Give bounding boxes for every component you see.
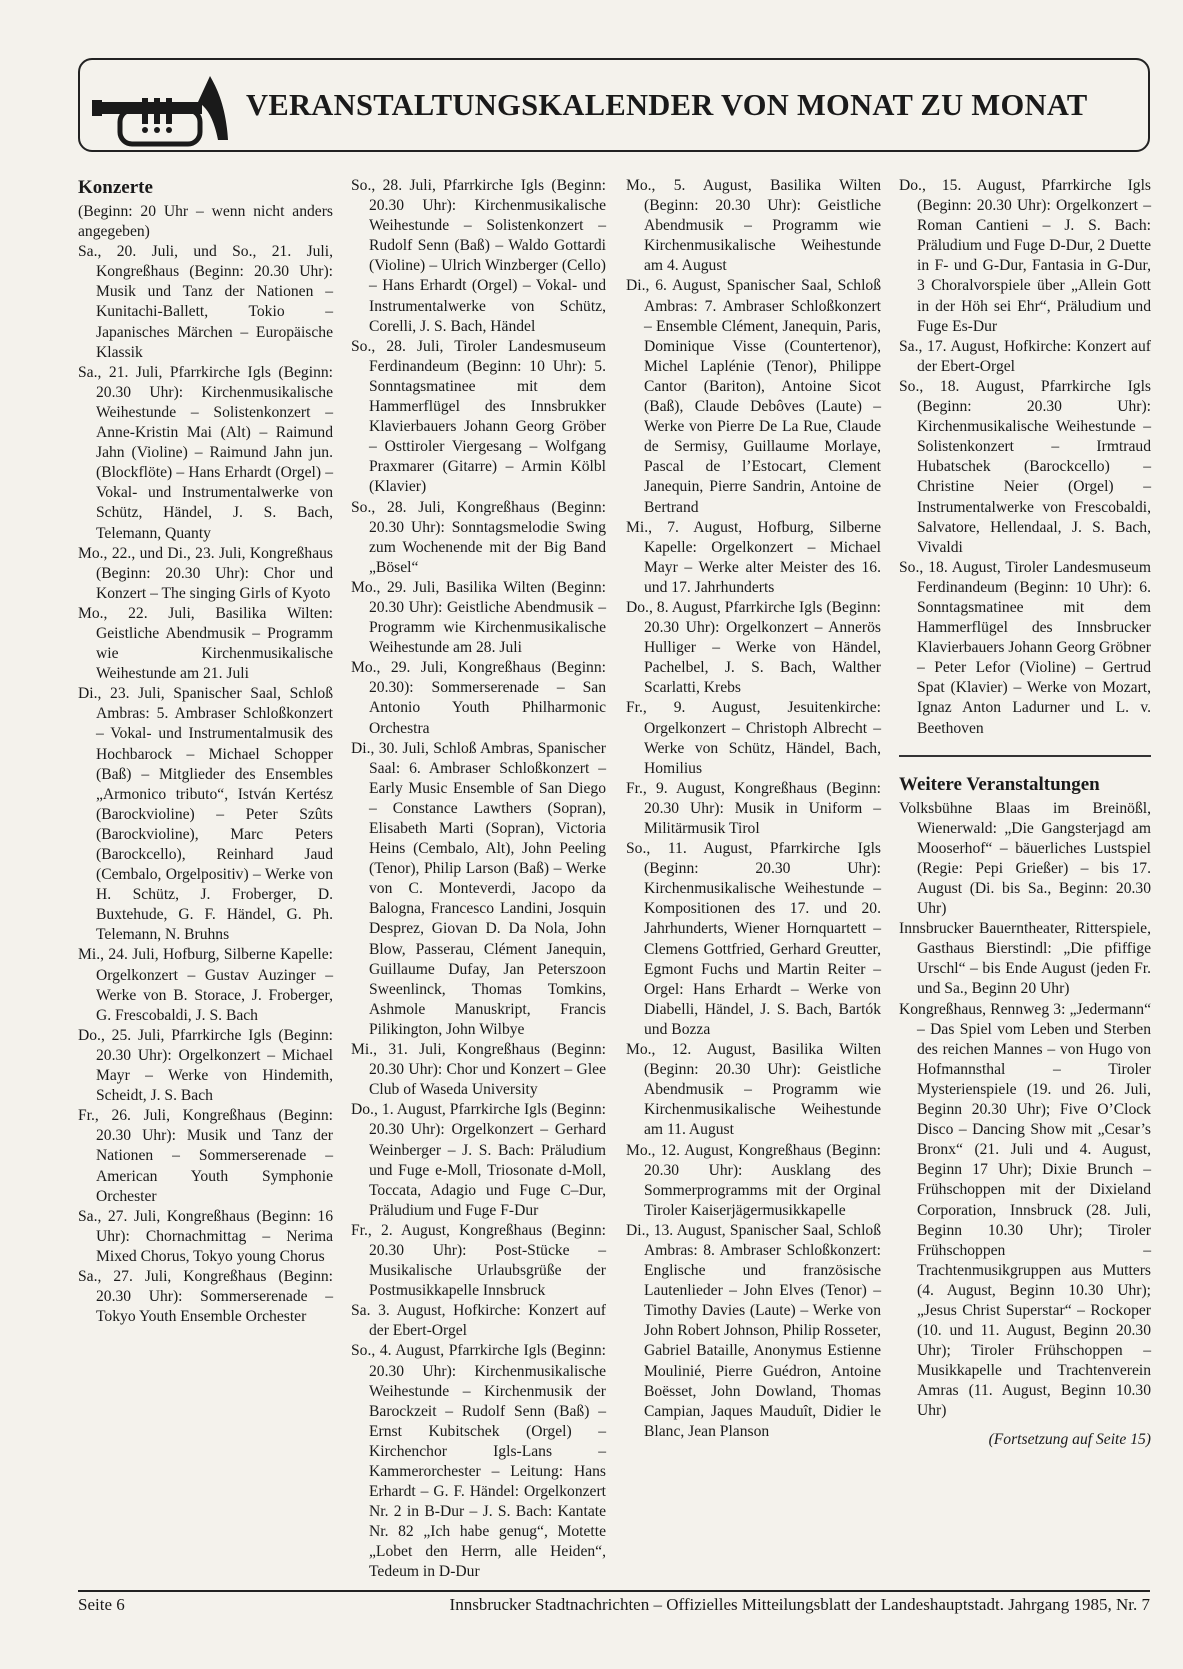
event-entry: Di., 23. Juli, Spanischer Saal, Schloß Ambras: 5. Ambraser Schloßkonzert – Vokal- und Instrumentalmusik des Hochbarock – Michael Schopper (Baß) – Mitglieder des Ensembles „Armonico tributo“, István Kertész (Barockvioline) – Peter Szûts (Barockvioline), Marc Peters (Barockcello), Reinhard Jaud (Cembalo, Orgelpositiv) – Werke von H. Schütz, J. Froberger, D. Buxtehude, G. F. Händel, G. Ph. Telemann, N. Bruhns — [78, 685, 333, 944]
event-entry: Innsbrucker Bauerntheater, Ritterspiele, Gasthaus Bierstindl: „Die pfiffige Urschl“ – bis Ende August (jeden Fr. und Sa., Beginn 20 Uhr) — [899, 920, 1151, 998]
event-entry: Mi., 24. Juli, Hofburg, Silberne Kapelle: Orgelkonzert – Gustav Auzinger – Werke von B. Storace, J. Froberger, G. Frescobaldi, J. S. Bach — [78, 946, 333, 1024]
event-entry: Mo., 29. Juli, Basilika Wilten (Beginn: 20.30 Uhr): Geistliche Abendmusik – Programm wie Kirchenmusikalische Weihestunde am 28. Juli — [351, 578, 606, 657]
event-entry: Mo., 29. Juli, Kongreßhaus (Beginn: 20.30): Sommerserenade – San Antonio Youth Philharmonic Orchestra — [351, 659, 606, 737]
event-entry: So., 4. August, Pfarrkirche Igls (Beginn: 20.30 Uhr): Kirchenmusikalische Weihestunde – Kirchenmusik der Barockzeit – Rudolf Senn (Baß) – Ernst Kubitschek (Orgel) – Kirchenchor Igls-Lans – Kammerorchester – Leitung: Hans Erhardt – G. F. Händel: Orgelkonzert Nr. 2 in B-Dur – J. S. Bach: Kantate Nr. 82 „Ich habe genug“, Motette „Lobet den Herrn, alle Heiden“, Tedeum in D-Dur — [351, 1342, 606, 1581]
continuation-note: (Fortsetzung auf Seite 15) — [988, 1430, 1151, 1448]
event-entry: Kongreßhaus, Rennweg 3: „Jedermann“ – Das Spiel vom Leben und Sterben des reichen Mannes – von Hugo von Hofmannsthal – Tiroler Mysterienspiele (19. und 26. Juli, Beginn 20.30 Uhr); Five O’Clock Disco – Dancing Show mit „Cesar’s Bronx“ (21. Juli und 4. August, Beginn 17 Uhr); Dixie Brunch – Frühschoppen mit der Dixieland Corporation, Innsbruck (28. Juli, Beginn 10.30 Uhr); Tiroler Frühschoppen – Trachtenmusikgruppen aus Mutters (4. August, Beginn 10.30 Uhr); „Jesus Christ Superstar“ – Rockoper (10. und 11. August, Beginn 20.30 Uhr); Tiroler Frühschoppen – Musikkapelle und Trachtenverein Amras (11. August, Beginn 10.30 Uhr) — [899, 1000, 1151, 1420]
section-heading-weitere: Weitere Veranstaltungen — [899, 773, 1100, 795]
page-number: Seite 6 — [78, 1595, 125, 1614]
event-entry: Sa., 21. Juli, Pfarrkirche Igls (Beginn: 20.30 Uhr): Kirchenmusikalische Weihestunde – Solistenkonzert – Anne-Kristin Mai (Alt) – Raimund Jahn (Violine) – Raimund Jahn jun. (Blockflöte) – Hans Erhardt (Orgel) – Vokal- und Instrumentalwerke von Schütz, Händel, J. S. Bach, Telemann, Quanty — [78, 363, 333, 542]
page-footer — [78, 1590, 1150, 1616]
event-entry: Fr., 26. Juli, Kongreßhaus (Beginn: 20.30 Uhr): Musik und Tanz der Nationen – Sommerserenade – American Youth Symphonie Orchester — [78, 1107, 333, 1205]
event-entry: So., 28. Juli, Kongreßhaus (Beginn: 20.30 Uhr): Sonntagsmelodie Swing zum Wochenende mit der Big Band „Bösel“ — [351, 498, 606, 576]
section-heading-konzerte: Konzerte — [78, 177, 153, 198]
calendar-header — [78, 58, 1150, 152]
event-entry: Fr., 9. August, Jesuitenkirche: Orgelkonzert – Christoph Albrecht – Werke von Schütz, Händel, Bach, Homilius — [626, 699, 881, 777]
event-entry: Volksbühne Blaas im Breinößl, Wienerwald: „Die Gangsterjagd am Mooserhof“ – bäuerliches Lustspiel (Regie: Pepi Grießer) – bis 17. August (Di. bis Sa., Beginn: 20.30 Uhr) — [899, 799, 1151, 918]
event-entry: Fr., 2. August, Kongreßhaus (Beginn: 20.30 Uhr): Post-Stücke – Musikalische Urlaubsgrüße der Postmusikkapelle Innsbruck — [351, 1221, 606, 1300]
konzerte-intro: (Beginn: 20 Uhr – wenn nicht anders angegeben) — [78, 203, 333, 241]
column-2 — [351, 176, 606, 1581]
event-entry: Do., 15. August, Pfarrkirche Igls (Beginn: 20.30 Uhr): Orgelkonzert – Roman Cantieni – J. S. Bach: Präludium und Fuge D-Dur, 2 Duette in F- und G-Dur, Fantasia in G-Dur, 3 Choralvorspiele über „Allein Gott in der Höh sei Ehr“, Präludium und Fuge Es-Dur — [899, 177, 1151, 335]
event-entry: Di., 6. August, Spanischer Saal, Schloß Ambras: 7. Ambraser Schloßkonzert – Ensemble Clément, Janequin, Paris, Dominique Visse (Countertenor), Michel Laplénie (Tenor), Philippe Cantor (Bariton), Antoine Sicot (Baß), Claude Debôves (Laute) – Werke von Pierre De La Rue, Claude de Sermisy, Guillaume Morlaye, Pascal de l’Estocart, Clement Janequin, Pierre Sandrin, Antoine de Bertrand — [626, 277, 881, 516]
event-entry: Di., 13. August, Spanischer Saal, Schloß Ambras: 8. Ambraser Schloßkonzert: Englische und französische Lautenlieder – John Elves (Tenor) – Timothy Davies (Laute) – Werke von John Robert Johnson, Philip Rosseter, Gabriel Bataille, Anonymus Estienne Moulinié, Pierre Guédron, Antoine Boësset, John Dowland, Thomas Campian, Jaques Mauduît, Didier le Blanc, Jean Planson — [626, 1221, 881, 1440]
event-entry: So., 11. August, Pfarrkirche Igls (Beginn: 20.30 Uhr): Kirchenmusikalische Weihestunde – Kompositionen des 17. und 20. Jahrhunderts, Wiener Hornquartett – Clemens Gottfried, Gerhard Greutter, Egmont Fuchs und Martin Reiter – Orgel: Hans Erhardt – Werke von Diabelli, Händel, J. S. Bach, Bartók und Bozza — [626, 840, 881, 1038]
event-entry: Do., 25. Juli, Pfarrkirche Igls (Beginn: 20.30 Uhr): Orgelkonzert – Michael Mayr – Werke von Hindemith, Scheidt, J. S. Bach — [78, 1026, 333, 1105]
column-4 — [899, 176, 1151, 1571]
event-entry: So., 18. August, Tiroler Landesmuseum Ferdinandeum (Beginn: 10 Uhr): 6. Sonntagsmatinee mit dem Hammerflügel des Innsbrucker Klavierbauers Johann Georg Gröbner – Peter Lefor (Violine) – Gertrud Spat (Klavier) – Werke von Mozart, Ignaz Anton Ladurner und L. v. Beethoven — [899, 558, 1151, 737]
event-entry: Mo., 5. August, Basilika Wilten (Beginn: 20.30 Uhr): Geistliche Abendmusik – Programm wie Kirchenmusikalische Weihestunde am 4. August — [626, 177, 881, 275]
event-entry: Di., 30. Juli, Schloß Ambras, Spanischer Saal: 6. Ambraser Schloßkonzert – Early Music Ensemble of San Diego – Constance Lawthers (Sopran), Elisabeth Marti (Sopran), Victoria Heins (Cembalo, Alt), John Peeling (Tenor), Philip Larson (Baß) – Werke von C. Monteverdi, Jacopo da Balogna, Francesco Landini, Josquin Desprez, Giovan D. Da Nola, John Blow, Passerau, Clément Janequin, Guillaume Dufay, Jan Peterszoon Sweenlinck, Thomas Tomkins, Ashmole Manuskript, Francis Pilikington, John Wilbye — [351, 739, 606, 1038]
event-entry: Sa. 3. August, Hofkirche: Konzert auf der Ebert-Orgel — [351, 1302, 606, 1340]
event-entry: Do., 1. August, Pfarrkirche Igls (Beginn: 20.30 Uhr): Orgelkonzert – Gerhard Weinberger – J. S. Bach: Präludium und Fuge e-Moll, Triosonate d-Moll, Toccata, Adagio und Fuge C–Dur, Präludium und Fuge F-Dur — [351, 1101, 606, 1219]
event-entry: So., 28. Juli, Pfarrkirche Igls (Beginn: 20.30 Uhr): Kirchenmusikalische Weihestunde – Solistenkonzert – Rudolf Senn (Baß) – Waldo Gottardi (Violine) – Ulrich Winzberger (Cello) – Hans Erhardt (Orgel) – Vokal- und Instrumentalwerke von Schütz, Corelli, J. S. Bach, Händel — [351, 177, 606, 335]
event-entry: So., 28. Juli, Tiroler Landesmuseum Ferdinandeum (Beginn: 10 Uhr): 5. Sonntagsmatinee mit dem Hammerflügel des Innsbrukker Klavierbauers Johann Georg Gröber – Osttiroler Viergesang – Wolfgang Praxmarer (Gitarre) – Armin Kölbl (Klavier) — [351, 337, 606, 496]
event-entry: Mo., 12. August, Kongreßhaus (Beginn: 20.30 Uhr): Ausklang des Sommerprogramms mit der Orginal Tiroler Kaiserjägermusikkapelle — [626, 1141, 881, 1219]
page-title: VERANSTALTUNGSKALENDER VON MONAT ZU MONAT — [246, 88, 1088, 122]
event-entry: Do., 8. August, Pfarrkirche Igls (Beginn: 20.30 Uhr): Orgelkonzert – Annerös Hulliger – Werke von Händel, Pachelbel, J. S. Bach, Walther Scarlatti, Krebs — [626, 598, 881, 697]
trumpet-icon — [90, 68, 245, 148]
event-entry: Mo., 22. Juli, Basilika Wilten: Geistliche Abendmusik – Programm wie Kirchenmusikalische Weihestunde am 21. Juli — [78, 604, 333, 683]
event-entry: Mo., 22., und Di., 23. Juli, Kongreßhaus (Beginn: 20.30 Uhr): Chor und Konzert – The singing Girls of Kyoto — [78, 544, 333, 602]
column-1 — [78, 176, 333, 1571]
event-entry: Fr., 9. August, Kongreßhaus (Beginn: 20.30 Uhr): Musik in Uniform – Militärmusik Tirol — [626, 779, 881, 837]
publication-line: Innsbrucker Stadtnachrichten – Offizielles Mitteilungsblatt der Landeshauptstadt. Jahrgang 1985, Nr. 7 — [449, 1595, 1150, 1614]
event-entry: Sa., 27. Juli, Kongreßhaus (Beginn: 16 Uhr): Chornachmittag – Nerima Mixed Chorus, Tokyo young Chorus — [78, 1207, 333, 1265]
event-entry: Mo., 12. August, Basilika Wilten (Beginn: 20.30 Uhr): Geistliche Abendmusik – Programm wie Kirchenmusikalische Weihestunde am 11. August — [626, 1041, 881, 1139]
event-entry: So., 18. August, Pfarrkirche Igls (Beginn: 20.30 Uhr): Kirchenmusikalische Weihestunde – Solistenkonzert – Irmtraud Hubatschek (Barockcello) – Christine Neier (Orgel) – Instrumentalwerke von Frescobaldi, Salvatore, Hellendaal, J. S. Bach, Vivaldi — [899, 377, 1151, 556]
event-entry: Mi., 31. Juli, Kongreßhaus (Beginn: 20.30 Uhr): Chor und Konzert – Glee Club of Waseda University — [351, 1041, 606, 1099]
event-entry: Mi., 7. August, Hofburg, Silberne Kapelle: Orgelkonzert – Michael Mayr – Werke alter Meister des 16. und 17. Jahrhunderts — [626, 518, 881, 596]
event-entry: Sa., 17. August, Hofkirche: Konzert auf der Ebert-Orgel — [899, 337, 1151, 375]
column-3 — [626, 176, 881, 1571]
event-entry: Sa., 27. Juli, Kongreßhaus (Beginn: 20.30 Uhr): Sommerserenade – Tokyo Youth Ensemble Orchester — [78, 1267, 333, 1326]
section-divider — [899, 755, 1151, 757]
event-entry: Sa., 20. Juli, und So., 21. Juli, Kongreßhaus (Beginn: 20.30 Uhr): Musik und Tanz der Nationen – Kunitachi-Ballett, Tokio – Japanisches Märchen – Europäische Klassik — [78, 243, 333, 361]
